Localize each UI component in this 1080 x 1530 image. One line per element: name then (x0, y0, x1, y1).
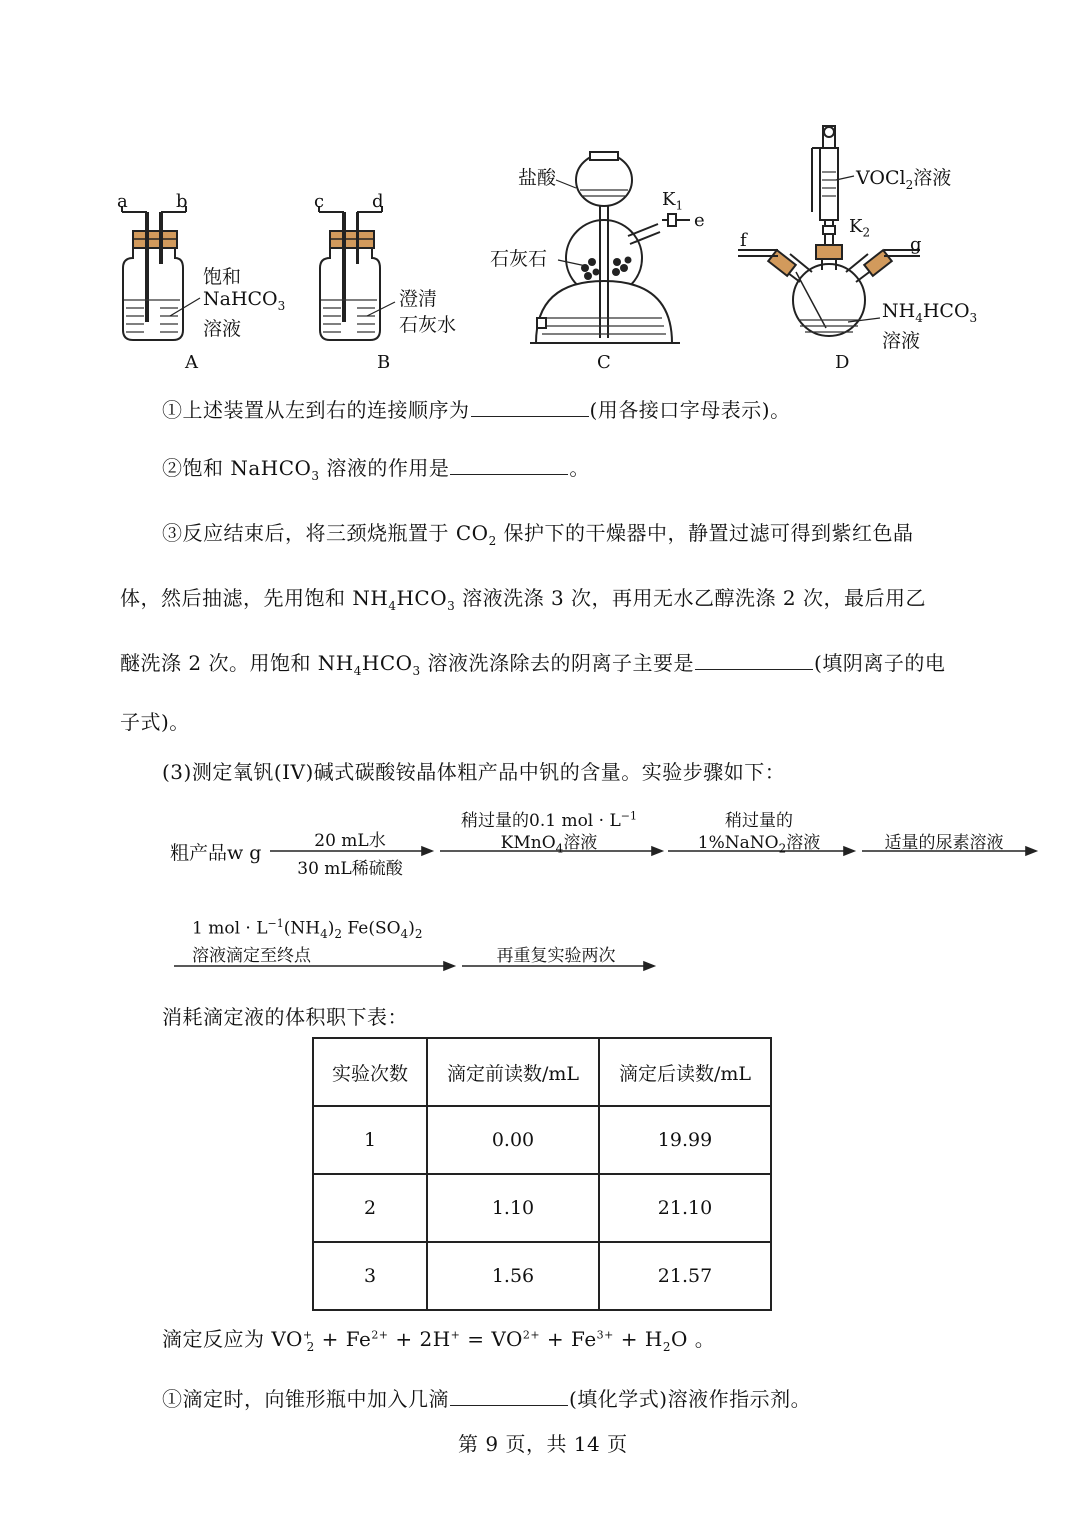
caption-c: C (597, 352, 611, 373)
flow-step-1-bottom: 30 mL稀硫酸 (297, 859, 403, 879)
valve-k2-label: $K_2$ (849, 216, 871, 240)
titration-reaction: 滴定反应为 $VO^+_2 + Fe^{2+} + 2H^+ = VO^{2+} + Fe^{3+} + H_2O$ 。 (162, 1327, 716, 1354)
flow-step-5-top: 1 mol · $L^{-1}(NH_4)_2$ $Fe(SO_4)_2$ (192, 917, 423, 942)
answer-blank[interactable] (450, 1385, 568, 1406)
caption-a: A (185, 352, 198, 373)
table-cell: 3 (313, 1242, 427, 1310)
flow-step-2-top: 稍过量的0.1 mol · $L^{-1}$ (461, 809, 637, 831)
caption-d: D (835, 352, 850, 373)
flow-start: 粗产品w g (170, 842, 262, 864)
port-f-label: f (740, 230, 747, 251)
question-indicator: ①滴定时，向锥形瓶中加入几滴 (填化学式)溶液作指示剂。 (162, 1387, 812, 1411)
table-cell: 1.56 (427, 1242, 599, 1310)
valve-k1-label: $K_1$ (662, 189, 684, 213)
bottle-b-reagent-1: 澄清 (399, 288, 438, 310)
table-header-cell: 实验次数 (313, 1038, 427, 1106)
flow-step-2-bottom: KMnO$_4$溶液 (500, 833, 598, 856)
table-cell: 19.99 (599, 1106, 771, 1174)
port-d-label: d (372, 191, 384, 212)
kipp-stone-label: 石灰石 (490, 248, 548, 270)
flow-step-6: 再重复实验两次 (496, 946, 616, 966)
flask-reagent-label-2: 溶液 (882, 330, 921, 352)
flow-step-4: 适量的尿素溶液 (884, 833, 1004, 853)
flow-step-3-top: 稍过量的 (725, 811, 793, 831)
question-3-line-3: 醚洗涤 2 次。用饱和 $NH_4HCO_3$ 溶液洗涤除去的阴离子主要是 (填阴离子的电 (120, 651, 946, 678)
question-3-line-1: ③反应结束后，将三颈烧瓶置于 $CO_2$ 保护下的干燥器中，静置过滤可得到紫红色晶 (162, 521, 914, 548)
table-cell: 2 (313, 1174, 427, 1242)
table-intro: 消耗滴定液的体积职下表： (162, 1005, 408, 1029)
titration-table (312, 1037, 772, 1311)
table-header-row (313, 1038, 771, 1106)
port-b-label: b (176, 191, 188, 212)
funnel-reagent-label: VOCl$_2$溶液 (856, 167, 952, 192)
port-a-label: a (117, 191, 128, 212)
table-cell: 1 (313, 1106, 427, 1174)
bottle-a-reagent-3: 溶液 (203, 318, 242, 340)
port-g-label: g (910, 234, 922, 255)
port-c-label: c (314, 191, 325, 212)
question-2: ②饱和 NaHCO$_3$ 溶液的作用是 。 (162, 456, 590, 483)
page-footer: 第 9 页，共 14 页 (458, 1432, 628, 1456)
bottle-b-reagent-2: 石灰水 (399, 314, 457, 336)
port-e-label: e (694, 210, 705, 231)
table-cell: 0.00 (427, 1106, 599, 1174)
table-row (313, 1106, 771, 1174)
table-row (313, 1242, 771, 1310)
part-3-heading: (3)测定氧钒(IV)碱式碳酸铵晶体粗产品中钒的含量。实验步骤如下： (162, 760, 786, 784)
table-cell: 1.10 (427, 1174, 599, 1242)
caption-b: B (377, 352, 391, 373)
flow-step-3-bottom: 1%NaNO$_2$溶液 (697, 833, 821, 856)
question-3-line-2: 体，然后抽滤，先用饱和 $NH_4HCO_3$ 溶液洗涤 3 次，再用无水乙醇洗涤 2 次，最后用乙 (120, 586, 926, 613)
table-cell: 21.57 (599, 1242, 771, 1310)
flask-reagent-label-1: $NH_4HCO_3$ (882, 300, 978, 325)
table-row (313, 1174, 771, 1242)
table-cell: 21.10 (599, 1174, 771, 1242)
table-header-cell: 滴定后读数/mL (599, 1038, 771, 1106)
flow-step-1-top: 20 mL水 (314, 831, 386, 851)
bottle-a-reagent-2: NaHCO$_3$ (203, 288, 286, 313)
kipp-acid-label: 盐酸 (518, 167, 557, 189)
bottle-a-reagent-1: 饱和 (203, 266, 242, 288)
question-3-line-4: 子式)。 (120, 710, 190, 734)
question-1: ①上述装置从左到右的连接顺序为 (用各接口字母表示)。 (162, 398, 791, 422)
flow-step-5-bottom: 溶液滴定至终点 (192, 946, 311, 966)
table-header-cell: 滴定前读数/mL (427, 1038, 599, 1106)
